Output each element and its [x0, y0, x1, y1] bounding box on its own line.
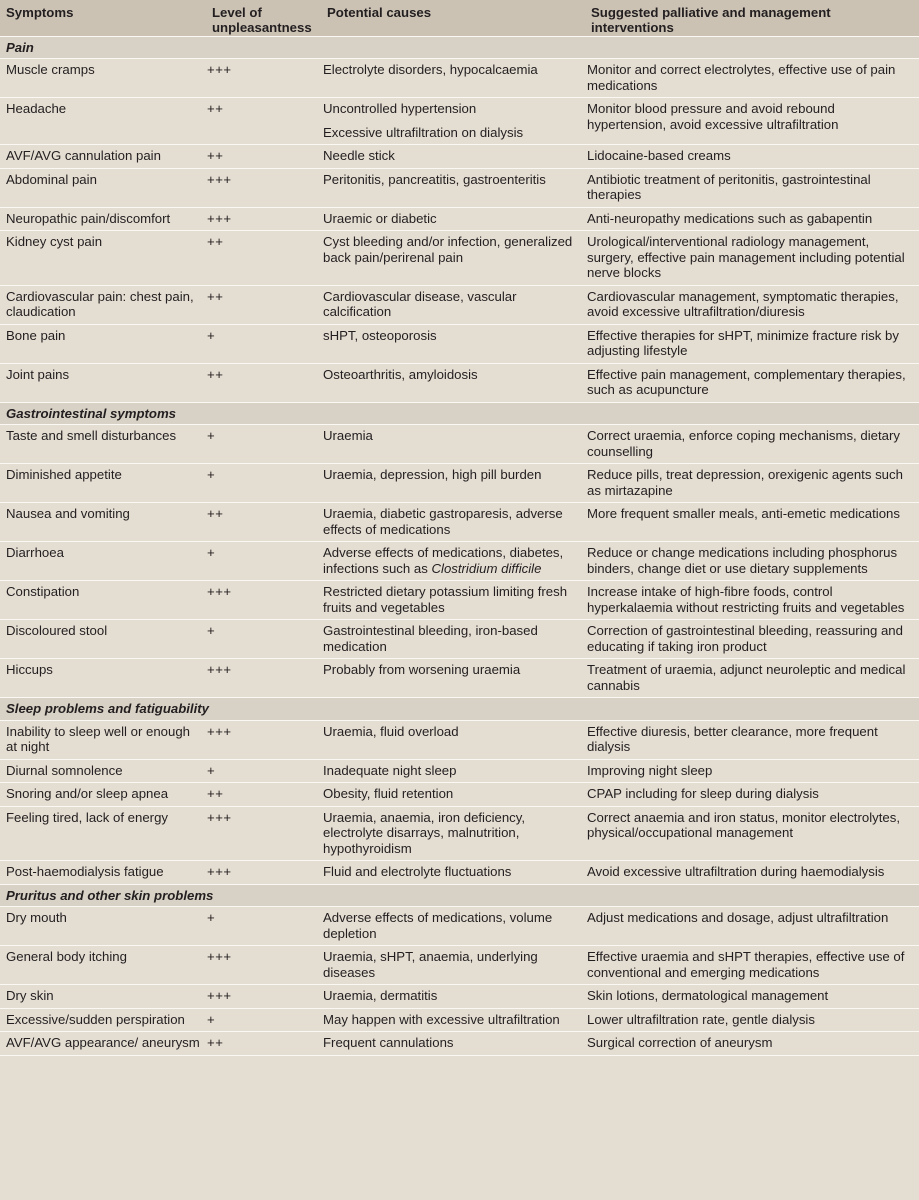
cause-text: Probably from worsening uraemia — [323, 662, 521, 677]
symptom-cell: Feeling tired, lack of energy — [0, 806, 206, 861]
symptom-cell: Taste and smell disturbances — [0, 425, 206, 464]
table-row — [0, 285, 919, 324]
cause-text: Peritonitis, pancreatitis, gastroenteritis — [323, 171, 546, 187]
symptom-cell: Constipation — [0, 581, 206, 620]
table-row — [0, 542, 919, 581]
table-row — [0, 145, 919, 169]
level-cell: ++ — [206, 1032, 321, 1056]
symptom-cell: Diurnal somnolence — [0, 759, 206, 783]
symptom-cell: Headache — [0, 98, 206, 145]
table-row — [0, 620, 919, 659]
interventions-cell: Urological/interventional radiology management, surgery, effective pain management including potential nerve blocks — [585, 231, 919, 286]
table-row — [0, 207, 919, 231]
causes-cell — [321, 542, 585, 581]
causes-cell — [321, 168, 585, 207]
cause-line — [323, 584, 581, 615]
cause-text: Obesity, fluid retention — [323, 786, 454, 801]
cause-text: Fluid and electrolyte fluctuations — [323, 864, 512, 879]
table-row — [0, 324, 919, 363]
cause-text: Uraemia, dermatitis — [323, 988, 438, 1003]
level-cell: +++ — [206, 207, 321, 231]
causes-cell — [321, 207, 585, 231]
cause-line — [323, 988, 581, 1004]
interventions-cell: Correction of gastrointestinal bleeding, reassuring and educating if taking iron product — [585, 620, 919, 659]
interventions-cell: Correct uraemia, enforce coping mechanisms, dietary counselling — [585, 425, 919, 464]
header-level: Level of unpleasantness — [206, 0, 321, 36]
symptom-cell: Joint pains — [0, 363, 206, 402]
cause-text: Inadequate night sleep — [323, 762, 457, 778]
table-row — [0, 503, 919, 542]
interventions-cell: CPAP including for sleep during dialysis — [585, 783, 919, 807]
causes-cell — [321, 1032, 585, 1056]
table-row — [0, 464, 919, 503]
cause-line — [323, 125, 581, 141]
level-cell: ++ — [206, 783, 321, 807]
cause-line — [323, 101, 581, 117]
cause-text: Uraemia — [323, 428, 373, 443]
cause-line — [323, 289, 581, 320]
level-cell: ++ — [206, 145, 321, 169]
interventions-cell: Reduce or change medications including phosphorus binders, change diet or use dietary supplements — [585, 542, 919, 581]
cause-text: Gastrointestinal bleeding, iron-based medication — [323, 623, 538, 654]
cause-line — [323, 367, 581, 383]
table-row — [0, 1032, 919, 1056]
causes-cell — [321, 720, 585, 759]
interventions-cell: Adjust medications and dosage, adjust ultrafiltration — [585, 907, 919, 946]
table-row — [0, 363, 919, 402]
causes-cell — [321, 783, 585, 807]
table-row — [0, 720, 919, 759]
level-cell: +++ — [206, 985, 321, 1009]
table-row — [0, 946, 919, 985]
table-row — [0, 581, 919, 620]
symptom-cell: Cardiovascular pain: chest pain, claudication — [0, 285, 206, 324]
level-cell: + — [206, 425, 321, 464]
cause-text: Uraemia, anaemia, iron deficiency, electrolyte disarrays, malnutrition, hypothyroidism — [323, 809, 526, 856]
causes-cell — [321, 285, 585, 324]
causes-cell — [321, 861, 585, 885]
level-cell: + — [206, 907, 321, 946]
cause-line — [323, 467, 581, 483]
cause-text: Cardiovascular disease, vascular calcification — [323, 288, 517, 319]
symptom-cell: Muscle cramps — [0, 59, 206, 98]
cause-text: Adverse effects of medications, diabetes, infections such as — [323, 545, 564, 576]
cause-line — [323, 234, 581, 265]
level-cell: + — [206, 324, 321, 363]
level-cell: ++ — [206, 503, 321, 542]
table-row — [0, 425, 919, 464]
interventions-cell: Effective diuresis, better clearance, more frequent dialysis — [585, 720, 919, 759]
symptom-cell: Bone pain — [0, 324, 206, 363]
interventions-cell: Lidocaine-based creams — [585, 145, 919, 169]
table-row — [0, 806, 919, 861]
header-symptoms: Symptoms — [0, 0, 206, 36]
interventions-cell: Antibiotic treatment of peritonitis, gastrointestinal therapies — [585, 168, 919, 207]
cause-line — [323, 786, 581, 802]
cause-text: Excessive ultrafiltration on dialysis — [323, 124, 524, 140]
interventions-cell: Lower ultrafiltration rate, gentle dialysis — [585, 1008, 919, 1032]
level-cell: + — [206, 759, 321, 783]
causes-cell — [321, 503, 585, 542]
table-row — [0, 907, 919, 946]
causes-cell — [321, 907, 585, 946]
cause-line — [323, 810, 581, 857]
section-header-row — [0, 36, 919, 59]
level-cell: ++ — [206, 285, 321, 324]
cause-line — [323, 662, 581, 678]
symptom-cell: Nausea and vomiting — [0, 503, 206, 542]
causes-cell — [321, 946, 585, 985]
symptom-cell: Discoloured stool — [0, 620, 206, 659]
symptom-cell: AVF/AVG cannulation pain — [0, 145, 206, 169]
interventions-cell: More frequent smaller meals, anti-emetic medications — [585, 503, 919, 542]
cause-line — [323, 949, 581, 980]
cause-line — [323, 1035, 581, 1051]
cause-line — [323, 910, 581, 941]
symptom-cell: Snoring and/or sleep apnea — [0, 783, 206, 807]
interventions-cell: Surgical correction of aneurysm — [585, 1032, 919, 1056]
cause-text: Uraemia, sHPT, anaemia, underlying diseases — [323, 949, 538, 980]
cause-text: Restricted dietary potassium limiting fresh fruits and vegetables — [323, 584, 568, 615]
section-header-row — [0, 402, 919, 425]
symptom-cell: Hiccups — [0, 659, 206, 698]
cause-line — [323, 623, 581, 654]
causes-cell — [321, 145, 585, 169]
symptom-cell: Diarrhoea — [0, 542, 206, 581]
cause-text: Adverse effects of medications, volume depletion — [323, 910, 553, 941]
interventions-cell: Avoid excessive ultrafiltration during haemodialysis — [585, 861, 919, 885]
cause-line — [323, 864, 581, 880]
cause-text: Uraemia, fluid overload — [323, 723, 459, 739]
symptom-cell: Post-haemodialysis fatigue — [0, 861, 206, 885]
cause-text: May happen with excessive ultrafiltration — [323, 1011, 560, 1027]
table-row — [0, 98, 919, 145]
interventions-cell: Treatment of uraemia, adjunct neuroleptic and medical cannabis — [585, 659, 919, 698]
level-cell: +++ — [206, 168, 321, 207]
cause-text: sHPT, osteoporosis — [323, 327, 437, 343]
interventions-cell: Effective pain management, complementary therapies, such as acupuncture — [585, 363, 919, 402]
level-cell: +++ — [206, 59, 321, 98]
cause-text: Uraemic or diabetic — [323, 210, 437, 226]
table-row — [0, 231, 919, 286]
section-title: Sleep problems and fatiguability — [0, 698, 919, 721]
level-cell: +++ — [206, 806, 321, 861]
symptom-cell: Diminished appetite — [0, 464, 206, 503]
section-header-row — [0, 884, 919, 907]
cause-text: Uraemia, depression, high pill burden — [323, 467, 542, 482]
symptom-cell: Dry skin — [0, 985, 206, 1009]
symptom-cell: Dry mouth — [0, 907, 206, 946]
cause-line — [323, 506, 581, 537]
cause-line — [323, 724, 581, 740]
level-cell: +++ — [206, 659, 321, 698]
causes-cell — [321, 231, 585, 286]
interventions-cell: Improving night sleep — [585, 759, 919, 783]
table-body — [0, 36, 919, 1055]
cause-text: Needle stick — [323, 148, 395, 163]
cause-line — [323, 328, 581, 344]
level-cell: + — [206, 464, 321, 503]
symptom-cell: Abdominal pain — [0, 168, 206, 207]
causes-cell — [321, 620, 585, 659]
level-cell: ++ — [206, 231, 321, 286]
causes-cell — [321, 985, 585, 1009]
header-interventions: Suggested palliative and management interventions — [585, 0, 919, 36]
table-row — [0, 759, 919, 783]
table-row — [0, 168, 919, 207]
interventions-cell: Monitor blood pressure and avoid rebound hypertension, avoid excessive ultrafiltration — [585, 98, 919, 145]
table-row — [0, 985, 919, 1009]
interventions-cell: Anti-neuropathy medications such as gabapentin — [585, 207, 919, 231]
causes-cell — [321, 581, 585, 620]
table-row — [0, 659, 919, 698]
interventions-cell: Skin lotions, dermatological management — [585, 985, 919, 1009]
symptom-cell: General body itching — [0, 946, 206, 985]
level-cell: ++ — [206, 363, 321, 402]
cause-line — [323, 62, 581, 78]
level-cell: + — [206, 1008, 321, 1032]
causes-cell — [321, 659, 585, 698]
causes-cell — [321, 759, 585, 783]
causes-cell — [321, 464, 585, 503]
causes-cell — [321, 324, 585, 363]
causes-cell — [321, 1008, 585, 1032]
table-row — [0, 783, 919, 807]
causes-cell — [321, 59, 585, 98]
level-cell: + — [206, 542, 321, 581]
cause-text: Electrolyte disorders, hypocalcaemia — [323, 62, 538, 77]
level-cell: +++ — [206, 720, 321, 759]
interventions-cell: Effective uraemia and sHPT therapies, effective use of conventional and emerging medications — [585, 946, 919, 985]
cause-line — [323, 545, 581, 576]
cause-line — [323, 428, 581, 444]
level-cell: +++ — [206, 581, 321, 620]
table-row — [0, 861, 919, 885]
symptom-cell: Excessive/sudden perspiration — [0, 1008, 206, 1032]
cause-text: Uncontrolled hypertension — [323, 101, 477, 116]
causes-cell — [321, 363, 585, 402]
causes-cell — [321, 806, 585, 861]
causes-cell — [321, 425, 585, 464]
cause-text: Cyst bleeding and/or infection, generalized back pain/perirenal pain — [323, 234, 573, 265]
cause-italic-text: Clostridium difficile — [431, 560, 542, 576]
cause-text: Frequent cannulations — [323, 1035, 454, 1050]
table-row — [0, 1008, 919, 1032]
cause-line — [323, 211, 581, 227]
section-title: Pain — [0, 36, 919, 59]
symptom-cell: Neuropathic pain/discomfort — [0, 207, 206, 231]
cause-text: Osteoarthritis, amyloidosis — [323, 366, 478, 382]
cause-line — [323, 148, 581, 164]
causes-cell — [321, 98, 585, 145]
level-cell: +++ — [206, 861, 321, 885]
cause-text: Uraemia, diabetic gastroparesis, adverse effects of medications — [323, 506, 563, 537]
interventions-cell: Cardiovascular management, symptomatic therapies, avoid excessive ultrafiltration/diuresis — [585, 285, 919, 324]
section-header-row — [0, 698, 919, 721]
interventions-cell: Reduce pills, treat depression, orexigenic agents such as mirtazapine — [585, 464, 919, 503]
level-cell: +++ — [206, 946, 321, 985]
symptom-cell: AVF/AVG appearance/ aneurysm — [0, 1032, 206, 1056]
cause-line — [323, 1012, 581, 1028]
interventions-cell: Increase intake of high-fibre foods, control hyperkalaemia without restricting fruits and vegetables — [585, 581, 919, 620]
symptom-cell: Inability to sleep well or enough at night — [0, 720, 206, 759]
level-cell: + — [206, 620, 321, 659]
section-title: Gastrointestinal symptoms — [0, 402, 919, 425]
cause-line — [323, 172, 581, 188]
interventions-cell: Monitor and correct electrolytes, effective use of pain medications — [585, 59, 919, 98]
level-cell: ++ — [206, 98, 321, 145]
table-row — [0, 59, 919, 98]
cause-line — [323, 763, 581, 779]
section-title: Pruritus and other skin problems — [0, 884, 919, 907]
interventions-cell: Effective therapies for sHPT, minimize fracture risk by adjusting lifestyle — [585, 324, 919, 363]
table-header — [0, 0, 919, 36]
symptom-cell: Kidney cyst pain — [0, 231, 206, 286]
interventions-cell: Correct anaemia and iron status, monitor electrolytes, physical/occupational management — [585, 806, 919, 861]
header-causes: Potential causes — [321, 0, 585, 36]
